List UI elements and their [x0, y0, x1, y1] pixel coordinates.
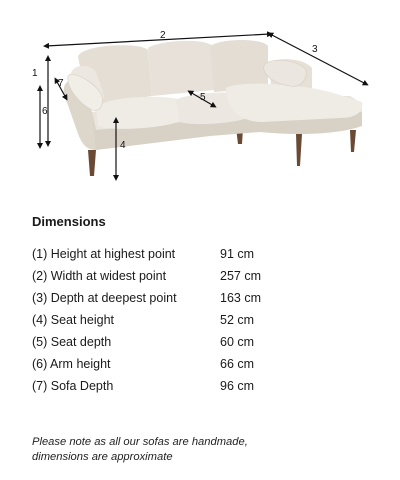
dimensions-table — [32, 243, 300, 397]
dimension-value: 96 cm — [220, 379, 255, 393]
dimension-label: (6) Arm height — [32, 357, 111, 371]
dimension-label: (3) Depth at deepest point — [32, 291, 177, 305]
dimension-row-sofa-depth — [32, 375, 300, 397]
dimension-value: 163 cm — [220, 291, 261, 305]
marker-6: 6 — [42, 106, 48, 117]
marker-5: 5 — [200, 92, 206, 103]
marker-2: 2 — [160, 30, 166, 41]
sofa-illustration — [0, 0, 400, 205]
note-line-2: dimensions are approximate — [32, 451, 173, 463]
dimension-label: (5) Seat depth — [32, 335, 112, 349]
handmade-note — [32, 435, 248, 465]
marker-7: 7 — [58, 78, 64, 89]
dimension-row-width — [32, 265, 300, 287]
note-line-1: Please note as all our sofas are handmade, — [32, 436, 248, 448]
sofa-dimension-diagram — [0, 0, 400, 205]
dimension-value: 91 cm — [220, 247, 255, 261]
dimension-value: 60 cm — [220, 335, 255, 349]
marker-4: 4 — [120, 140, 126, 151]
dimension-label: (2) Width at widest point — [32, 269, 167, 283]
dimension-label: (4) Seat height — [32, 313, 114, 327]
dimension-row-arm-height — [32, 353, 300, 375]
dimension-row-height — [32, 243, 300, 265]
dimension-label: (1) Height at highest point — [32, 247, 176, 261]
dimension-row-seat-depth — [32, 331, 300, 353]
dimension-row-seat-height — [32, 309, 300, 331]
sofa-body — [64, 40, 363, 150]
section-title: Dimensions — [32, 214, 106, 229]
marker-3: 3 — [312, 44, 318, 55]
dimension-value: 66 cm — [220, 357, 255, 371]
dimension-value: 52 cm — [220, 313, 255, 327]
dimension-value: 257 cm — [220, 269, 261, 283]
dimension-label: (7) Sofa Depth — [32, 379, 114, 393]
marker-1: 1 — [32, 68, 38, 79]
dimension-row-depth — [32, 287, 300, 309]
